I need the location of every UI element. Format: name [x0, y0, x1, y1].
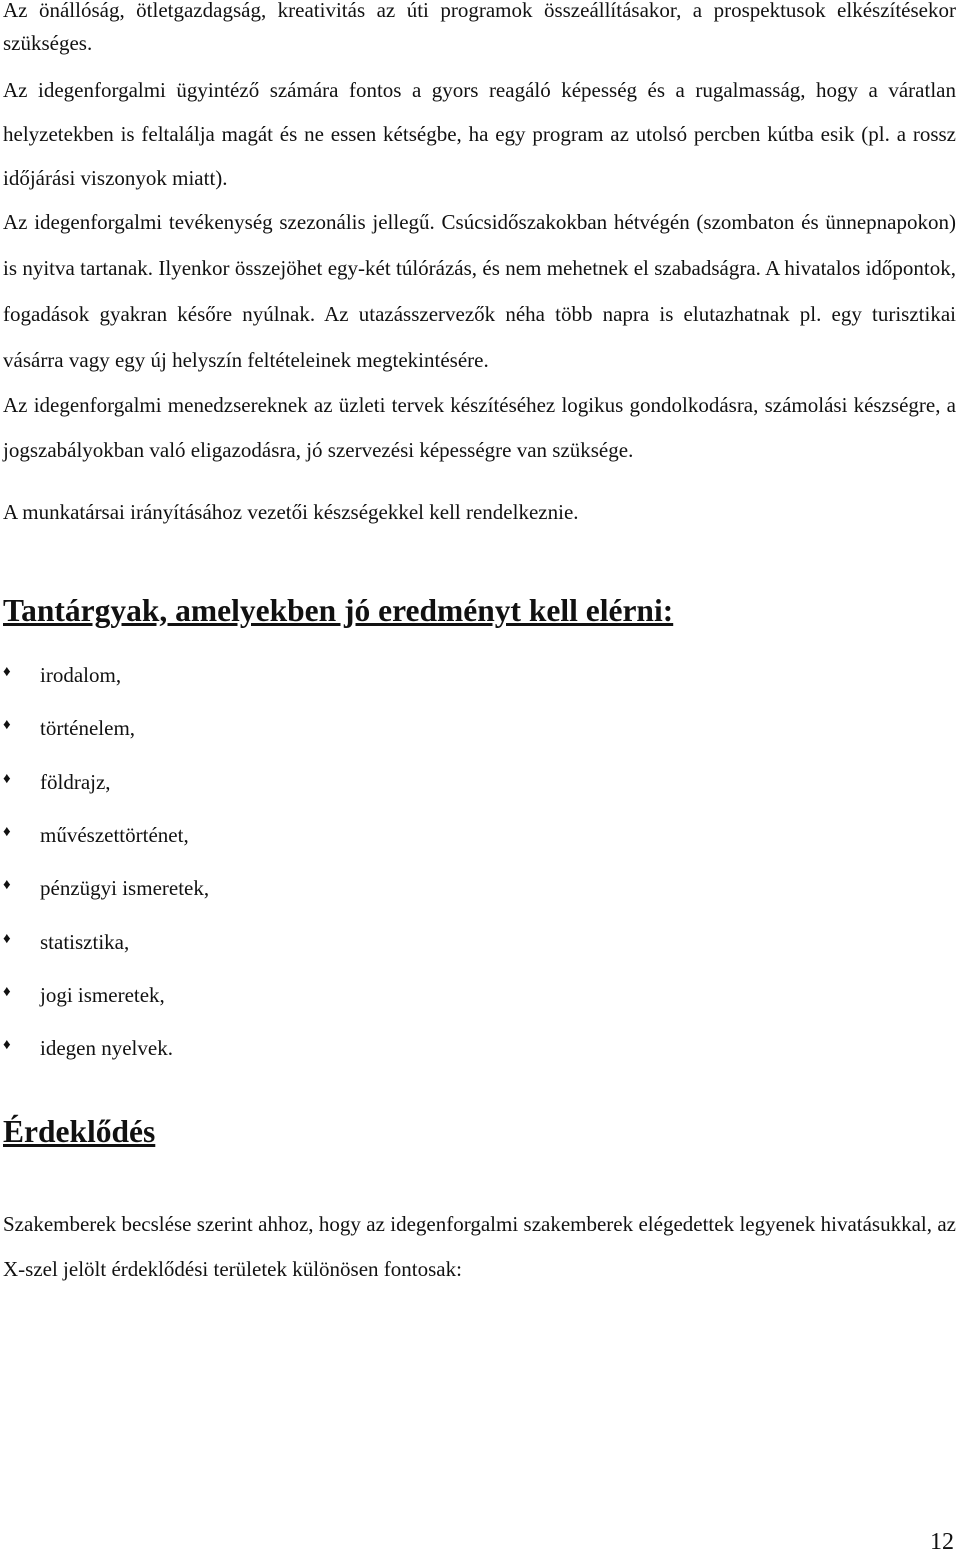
subjects-heading: Tantárgyak, amelyekben jó eredményt kell elérni:: [3, 593, 674, 628]
list-item: [3, 756, 956, 809]
subject-label: történelem,: [40, 716, 136, 741]
list-item: [3, 969, 956, 1022]
subject-label: jogi ismeretek,: [40, 982, 165, 1007]
paragraph-manager-skills: Az idegenforgalmi menedzsereknek az üzleti tervek készítéséhez logikus gondolkodásra, számolási készségre, a jogszabályokban való eligazodásra, jó szervezési képességre van szüksége.: [3, 393, 956, 462]
subject-list: [3, 649, 956, 1075]
list-item: [3, 809, 956, 862]
subject-label: földrajz,: [40, 769, 111, 794]
subject-label: idegen nyelvek.: [40, 1036, 173, 1061]
diamond-bullet-icon: ♦: [3, 824, 11, 841]
paragraph-interest-intro: Szakemberek becslése szerint ahhoz, hogy az idegenforgalmi szakemberek elégedettek legyenek hivatásukkal, az X-szel jelölt érdeklődési területek különösen fontosak:: [3, 1212, 956, 1282]
list-item: [3, 862, 956, 915]
diamond-bullet-icon: ♦: [3, 983, 11, 1000]
diamond-bullet-icon: ♦: [3, 930, 11, 947]
document-page: [3, 0, 956, 1292]
diamond-bullet-icon: ♦: [3, 664, 11, 681]
paragraph-seasonality: Az idegenforgalmi tevékenység szezonális jellegű. Csúcsidőszakokban hétvégén (szombaton és ünnepnapokon) is nyitva tartanak. Ilyenkor összejöhet egy-két túlórázás, és nem mehetnek el szabadságra. A hivatalos időpontok, fogadások gyakran későre nyúlnak. Az utazásszervezők néha több napra is elutazhatnak pl. egy turisztikai vásárra vagy egy új helyszín feltételeinek megtekintésére.: [3, 210, 956, 372]
subject-label: statisztika,: [40, 929, 130, 954]
subject-label: művészettörténet,: [40, 823, 189, 848]
subject-label: irodalom,: [40, 663, 122, 688]
diamond-bullet-icon: ♦: [3, 877, 11, 894]
page-number: 12: [930, 1529, 954, 1555]
paragraph-flexibility: Az idegenforgalmi ügyintéző számára fontos a gyors reagáló képesség és a rugalmasság, hogy a váratlan helyzetekben is feltalálja magát és ne essen kétségbe, ha egy program az utolsó percben kútba esik (pl. a rossz időjárási viszonyok miatt).: [3, 78, 956, 190]
diamond-bullet-icon: ♦: [3, 770, 11, 787]
list-item: [3, 1022, 956, 1075]
paragraph-creativity: Az önállóság, ötletgazdagság, kreativitás az úti programok összeállításakor, a prospektusok elkészítésekor szükséges.: [3, 0, 956, 55]
list-item: [3, 702, 956, 755]
interest-heading: Érdeklődés: [3, 1114, 156, 1150]
subject-label: pénzügyi ismeretek,: [40, 876, 210, 901]
list-item: [3, 915, 956, 968]
diamond-bullet-icon: ♦: [3, 717, 11, 734]
paragraph-leadership: A munkatársai irányításához vezetői készségekkel kell rendelkeznie.: [3, 500, 579, 524]
diamond-bullet-icon: ♦: [3, 1037, 11, 1054]
list-item: [3, 649, 956, 702]
